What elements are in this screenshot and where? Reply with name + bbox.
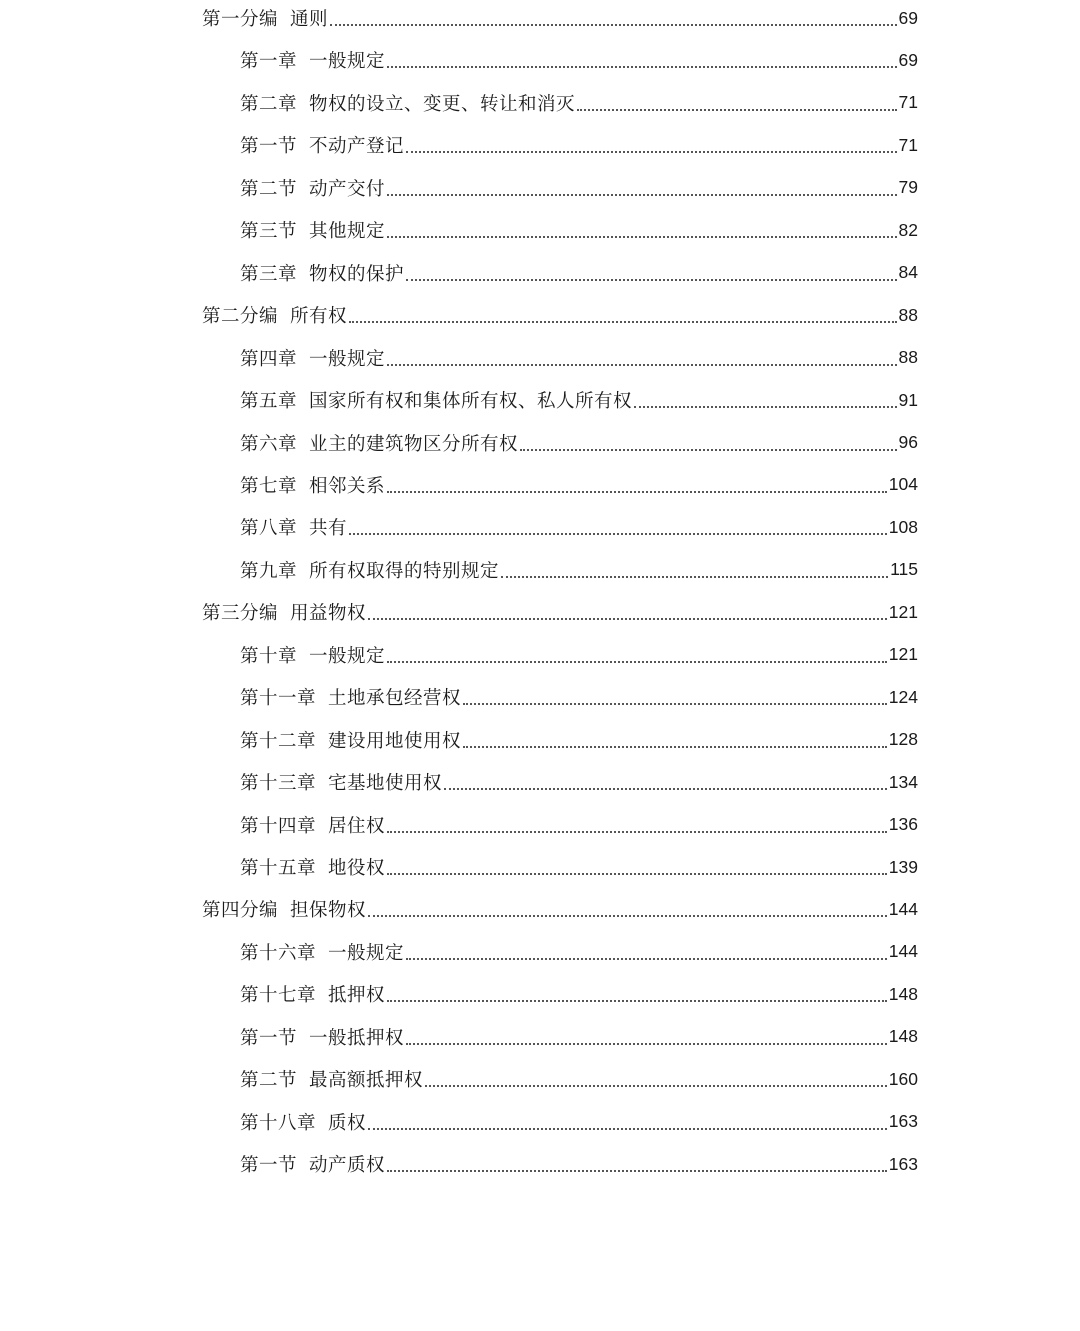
toc-entry-label	[240, 1024, 404, 1050]
toc-entry-number: 第三章	[240, 263, 298, 285]
toc-page-number: 84	[898, 262, 918, 283]
toc-entry-title: 不动产登记	[309, 136, 405, 158]
toc-entry-label	[240, 47, 385, 73]
toc-entry-label	[240, 472, 385, 498]
toc-entry-title: 一般规定	[309, 348, 386, 370]
toc-entry-number: 第一节	[240, 1027, 298, 1049]
toc-entry-number: 第十一章	[240, 688, 317, 710]
dot-leader	[520, 449, 897, 451]
toc-entry-title: 居住权	[328, 815, 386, 837]
toc-page-number: 144	[888, 898, 918, 919]
dot-leader	[406, 151, 897, 153]
dot-leader	[406, 279, 897, 281]
toc-entry-title: 物权的设立、变更、转让和消灭	[309, 93, 576, 115]
toc-entry-title: 动产交付	[309, 178, 386, 200]
toc-page-number: 88	[898, 347, 918, 368]
dot-leader	[425, 1085, 887, 1087]
toc-chapter-entry[interactable]	[240, 1058, 918, 1100]
toc-entry-title: 质权	[328, 1112, 367, 1134]
toc-page-number: 82	[898, 219, 918, 240]
toc-chapter-entry[interactable]	[240, 804, 918, 846]
dot-leader	[463, 746, 887, 748]
dot-leader	[387, 491, 887, 493]
toc-part-entry[interactable]	[202, 0, 918, 39]
dot-leader	[463, 703, 887, 705]
toc-page-number: 134	[888, 771, 918, 792]
toc-page-number: 136	[888, 814, 918, 835]
toc-page-number: 139	[888, 856, 918, 877]
toc-page-number: 104	[888, 474, 918, 495]
toc-entry-title: 动产质权	[309, 1155, 386, 1177]
toc-entry-title: 用益物权	[290, 603, 367, 625]
dot-leader	[387, 194, 897, 196]
toc-entry-label	[202, 302, 347, 328]
toc-chapter-entry[interactable]	[240, 167, 918, 209]
toc-part-entry[interactable]	[202, 294, 918, 336]
toc-entry-number: 第九章	[240, 560, 298, 582]
toc-entry-label	[202, 896, 366, 922]
toc-entry-title: 一般规定	[309, 51, 386, 73]
toc-entry-title: 最高额抵押权	[309, 1070, 424, 1092]
dot-leader	[387, 66, 897, 68]
toc-entry-number: 第六章	[240, 433, 298, 455]
dot-leader	[387, 1000, 887, 1002]
toc-chapter-entry[interactable]	[240, 82, 918, 124]
toc-entry-label	[240, 1109, 366, 1135]
toc-entry-title: 所有权	[290, 306, 348, 328]
toc-entry-number: 第二分编	[202, 306, 279, 328]
toc-entry-title: 地役权	[328, 858, 386, 879]
toc-chapter-entry[interactable]	[240, 931, 918, 973]
toc-page-number: 144	[888, 941, 918, 962]
toc-entry-number: 第十六章	[240, 942, 317, 964]
dot-leader	[349, 321, 897, 323]
toc-chapter-entry[interactable]	[240, 1143, 918, 1185]
toc-entry-label	[240, 387, 632, 413]
dot-leader	[577, 109, 897, 111]
toc-page-number: 79	[898, 177, 918, 198]
dot-leader	[368, 618, 887, 620]
toc-part-entry[interactable]	[202, 888, 918, 930]
toc-entry-number: 第二章	[240, 93, 298, 115]
toc-entry-label	[240, 175, 385, 201]
toc-chapter-entry[interactable]	[240, 846, 918, 888]
toc-entry-number: 第七章	[240, 475, 298, 497]
toc-entry-label	[202, 599, 366, 625]
toc-entry-label	[240, 727, 461, 753]
toc-page-number: 88	[898, 304, 918, 325]
toc-entry-label	[240, 939, 404, 965]
toc-entry-label	[240, 514, 347, 540]
toc-part-entry[interactable]	[202, 591, 918, 633]
toc-entry-title: 土地承包经营权	[328, 688, 462, 710]
toc-entry-title: 一般抵押权	[309, 1027, 405, 1049]
toc-entry-title: 宅基地使用权	[328, 773, 443, 795]
toc-chapter-entry[interactable]	[240, 464, 918, 506]
toc-page-number: 115	[890, 559, 918, 580]
toc-page-number: 71	[898, 92, 918, 113]
toc-entry-number: 第十三章	[240, 773, 317, 795]
dot-leader	[406, 1043, 887, 1045]
toc-page-number: 128	[888, 729, 918, 750]
toc-page-number: 96	[898, 432, 918, 452]
toc-chapter-entry[interactable]	[240, 719, 918, 761]
toc-entry-label	[240, 642, 385, 668]
toc-page-number: 148	[888, 983, 918, 1004]
dot-leader	[387, 661, 887, 663]
toc-entry-number: 第十五章	[240, 858, 317, 879]
toc-page-number: 124	[888, 686, 918, 707]
toc-entry-number: 第四章	[240, 348, 298, 370]
toc-entry-label	[240, 854, 385, 880]
toc-chapter-entry[interactable]	[240, 209, 918, 251]
toc-entry-label	[240, 1066, 423, 1092]
toc-entry-label	[240, 260, 404, 286]
toc-page-number: 69	[898, 49, 918, 70]
dot-leader	[444, 788, 887, 790]
toc-page-number: 163	[888, 1153, 918, 1174]
toc-chapter-entry[interactable]	[240, 422, 918, 464]
toc-entry-number: 第一节	[240, 136, 298, 158]
toc-page-number: 69	[898, 7, 918, 28]
toc-entry-label	[240, 90, 575, 116]
toc-entry-number: 第十二章	[240, 730, 317, 752]
toc-entry-title: 建设用地使用权	[328, 730, 462, 752]
toc-page-number: 160	[888, 1068, 918, 1089]
dot-leader	[368, 915, 887, 917]
toc-entry-label	[240, 217, 385, 243]
toc-entry-title: 国家所有权和集体所有权、私人所有权	[309, 391, 633, 413]
toc-chapter-entry[interactable]	[240, 549, 918, 591]
toc-chapter-entry[interactable]	[240, 337, 918, 379]
toc-entry-label	[240, 430, 518, 456]
toc-entry-number: 第十章	[240, 645, 298, 667]
dot-leader	[387, 364, 897, 366]
toc-entry-label	[240, 345, 385, 371]
dot-leader	[501, 576, 888, 578]
toc-entry-title: 所有权取得的特别规定	[309, 560, 500, 582]
toc-entry-label	[202, 5, 328, 31]
toc-page-number: 91	[898, 389, 918, 410]
toc-chapter-entry[interactable]	[240, 676, 918, 718]
dot-leader	[330, 24, 897, 26]
dot-leader	[387, 236, 897, 238]
toc-page-number: 121	[888, 644, 918, 665]
toc-entry-number: 第四分编	[202, 900, 279, 922]
toc-entry-number: 第十四章	[240, 815, 317, 837]
dot-leader	[634, 406, 897, 408]
toc-entry-number: 第三节	[240, 221, 298, 243]
toc-entry-number: 第二节	[240, 178, 298, 200]
toc-chapter-entry[interactable]	[240, 634, 918, 676]
toc-entry-title: 共有	[309, 518, 348, 540]
toc-page-number: 121	[888, 601, 918, 622]
toc-entry-label	[240, 1151, 385, 1177]
toc-page-number: 108	[888, 516, 918, 537]
toc-entry-number: 第五章	[240, 391, 298, 413]
dot-leader	[387, 873, 887, 875]
toc-entry-title: 一般规定	[328, 942, 405, 964]
toc-entry-label	[240, 684, 461, 710]
dot-leader	[406, 958, 887, 960]
toc-entry-number: 第十八章	[240, 1112, 317, 1134]
toc-chapter-entry[interactable]	[240, 973, 918, 1015]
toc-entry-title: 物权的保护	[309, 263, 405, 285]
toc-chapter-entry[interactable]	[240, 124, 918, 166]
toc-chapter-entry[interactable]	[240, 506, 918, 548]
dot-leader	[387, 1170, 887, 1172]
dot-leader	[387, 831, 887, 833]
toc-entry-number: 第三分编	[202, 603, 279, 625]
toc-entry-number: 第一节	[240, 1155, 298, 1177]
toc-entry-number: 第一分编	[202, 9, 279, 30]
toc-entry-title: 相邻关系	[309, 475, 386, 497]
toc-chapter-entry[interactable]	[240, 39, 918, 81]
toc-entry-number: 第十七章	[240, 985, 317, 1007]
toc-entry-title: 其他规定	[309, 221, 386, 243]
toc-entry-title: 业主的建筑物区分所有权	[309, 433, 519, 455]
toc-chapter-entry[interactable]	[240, 761, 918, 803]
toc-entry-number: 第一章	[240, 51, 298, 73]
toc-chapter-entry[interactable]	[240, 252, 918, 294]
dot-leader	[349, 533, 887, 535]
toc-page-number: 71	[898, 134, 918, 155]
toc-chapter-entry[interactable]	[240, 1016, 918, 1058]
toc-entry-label	[240, 769, 442, 795]
toc-entry-number: 第八章	[240, 518, 298, 540]
dot-leader	[368, 1128, 887, 1130]
toc-entry-label	[240, 812, 385, 838]
toc-entry-label	[240, 557, 499, 583]
toc-page-number: 163	[888, 1111, 918, 1132]
toc-entry-title: 担保物权	[290, 900, 367, 922]
toc-entry-label	[240, 981, 385, 1007]
toc-entry-label	[240, 132, 404, 158]
toc-entry-title: 一般规定	[309, 645, 386, 667]
toc-entry-number: 第二节	[240, 1070, 298, 1092]
toc-chapter-entry[interactable]	[240, 1101, 918, 1143]
toc-entry-title: 抵押权	[328, 985, 386, 1007]
toc-chapter-entry[interactable]	[240, 379, 918, 421]
toc-entry-title: 通则	[290, 9, 329, 30]
toc-page-number: 148	[888, 1026, 918, 1047]
